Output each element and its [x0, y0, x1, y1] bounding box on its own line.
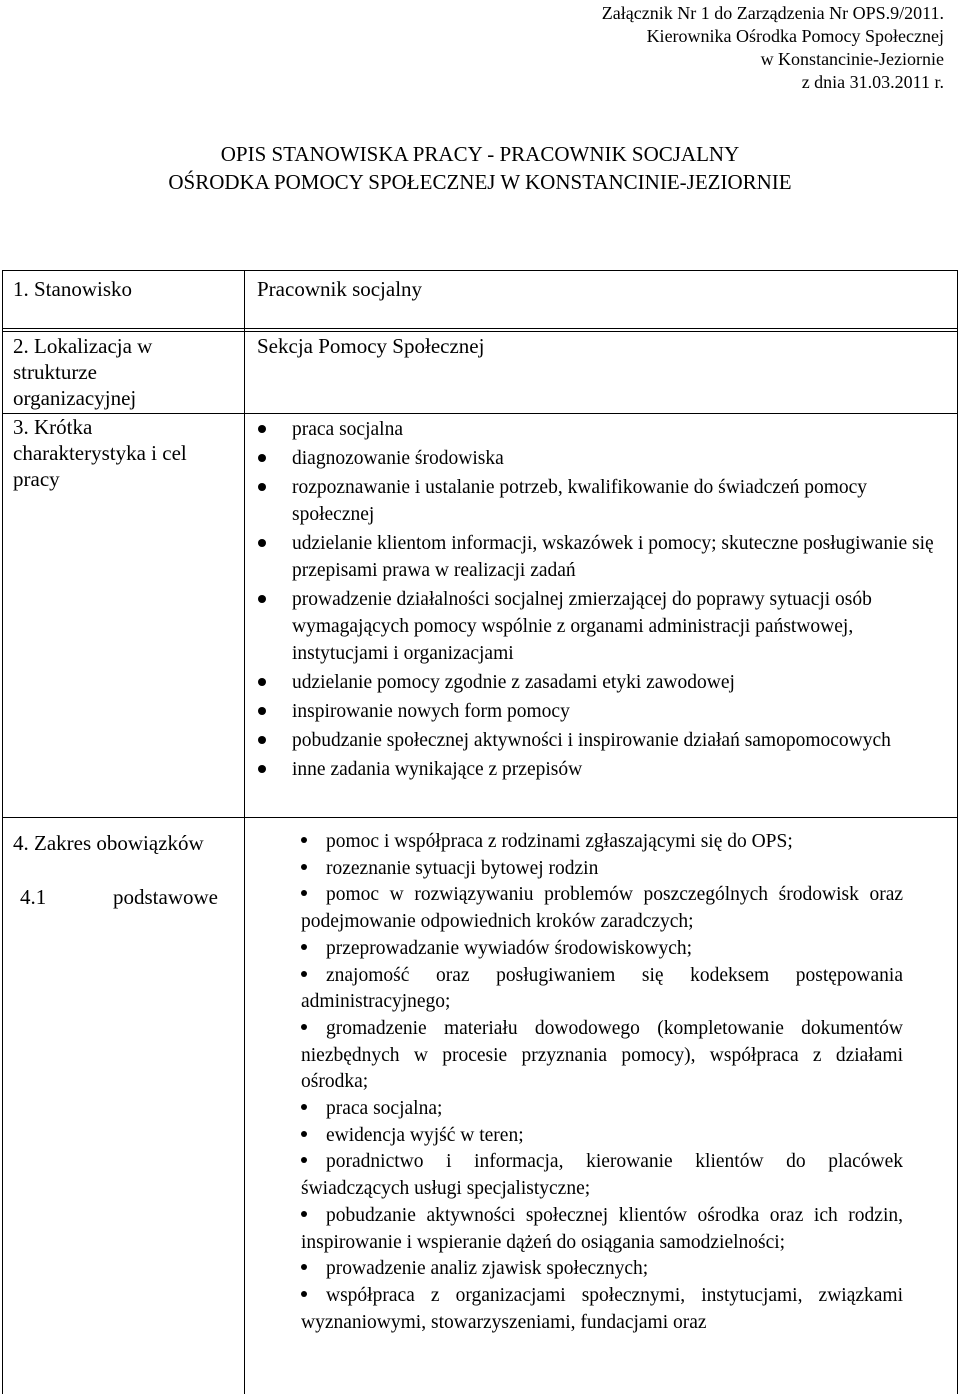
row-label-location — [13, 333, 152, 411]
table-border-top — [2, 270, 958, 271]
title-line: OPIS STANOWISKA PRACY - PRACOWNIK SOCJALNY — [220, 142, 740, 166]
list-item: pobudzanie aktywności społecznej klientów ośrodka oraz ich rodzin, inspirowanie i wspieranie dążeń do osiągania samodzielności; — [301, 1203, 903, 1256]
list-item: udzielanie pomocy zgodnie z zasadami etyki zawodowej — [256, 669, 946, 696]
row-label-characteristics — [13, 414, 187, 492]
list-item: prowadzenie działalności socjalnej zmierzającej do poprawy sytuacji osób wymagających pomocy wspólnie z organami administracji państwowej, instytucjami i organizacjami — [256, 586, 946, 667]
attachment-line: z dnia 31.03.2011 r. — [801, 72, 944, 92]
attachment-line: Załącznik Nr 1 do Zarządzenia Nr OPS.9/2011. — [601, 3, 944, 23]
label-line: organizacyjnej — [13, 386, 137, 410]
list-item: przeprowadzanie wywiadów środowiskowych; — [301, 936, 903, 963]
attachment-note — [602, 2, 944, 94]
list-item: gromadzenie materiału dowodowego (kompletowanie dokumentów niezbędnych w procesie przyznania pomocy), współpraca z działami ośrodka; — [301, 1016, 903, 1096]
list-item: poradnictwo i informacja, kierowanie klientów do placówek świadczących usługi specjalistyczne; — [301, 1149, 903, 1202]
list-item: inne zadania wynikające z przepisów — [256, 756, 946, 783]
list-item: znajomość oraz posługiwaniem się kodeksem postępowania administracyjnego; — [301, 963, 903, 1016]
attachment-line: w Konstancinie-Jeziornie — [760, 49, 944, 69]
label-line: pracy — [13, 467, 60, 491]
title-line: OŚRODKA POMOCY SPOŁECZNEJ W KONSTANCINIE-JEZIORNIE — [168, 170, 792, 194]
label-line: 3. Krótka — [13, 415, 93, 439]
label-line: charakterystyka i cel — [13, 441, 187, 465]
list-item: prowadzenie analiz zjawisk społecznych; — [301, 1256, 903, 1283]
row-label-position: 1. Stanowisko — [13, 277, 133, 301]
row-divider — [2, 817, 958, 818]
list-item: praca socjalna; — [301, 1096, 903, 1123]
location-value: Sekcja Pomocy Społecznej — [257, 334, 485, 358]
list-item: pomoc w rozwiązywaniu problemów poszczególnych środowisk oraz podejmowanie odpowiednich kroków zaradczych; — [301, 882, 903, 935]
list-item: rozeznanie sytuacji bytowej rodzin — [301, 856, 903, 883]
sublabel-number: 4.1 — [20, 885, 47, 909]
document-title — [0, 140, 960, 196]
list-item: współpraca z organizacjami społecznymi, instytucjami, związkami wyznaniowymi, stowarzyszeniami, fundacjami oraz — [301, 1283, 903, 1336]
list-item: inspirowanie nowych form pomocy — [256, 698, 946, 725]
sublabel-text: podstawowe — [113, 885, 218, 909]
row-divider — [2, 331, 958, 332]
table-border-right — [957, 270, 958, 1394]
list-item: udzielanie klientom informacji, wskazówek i pomocy; skuteczne posługiwanie się przepisami prawa w realizacji zadań — [256, 530, 946, 584]
table-column-divider — [244, 270, 245, 1394]
position-value: Pracownik socjalny — [257, 277, 423, 301]
label-line: strukturze — [13, 360, 97, 384]
list-item: pomoc i współpraca z rodzinami zgłaszającymi się do OPS; — [301, 829, 903, 856]
row-label-duties: 4. Zakres obowiązków — [13, 831, 204, 855]
list-item: rozpoznawanie i ustalanie potrzeb, kwalifikowanie do świadczeń pomocy społecznej — [256, 474, 946, 528]
list-item: pobudzanie społecznej aktywności i inspirowanie działań samopomocowych — [256, 727, 946, 754]
duties-list — [301, 829, 903, 1336]
attachment-line: Kierownika Ośrodka Pomocy Społecznej — [646, 26, 944, 46]
list-item: praca socjalna — [256, 416, 946, 443]
table-border-left — [2, 270, 3, 1394]
list-item: diagnozowanie środowiska — [256, 445, 946, 472]
row-divider — [2, 328, 958, 329]
list-item: ewidencja wyjść w teren; — [301, 1123, 903, 1150]
label-line: 2. Lokalizacja w — [13, 334, 153, 358]
characteristics-list — [256, 416, 946, 783]
